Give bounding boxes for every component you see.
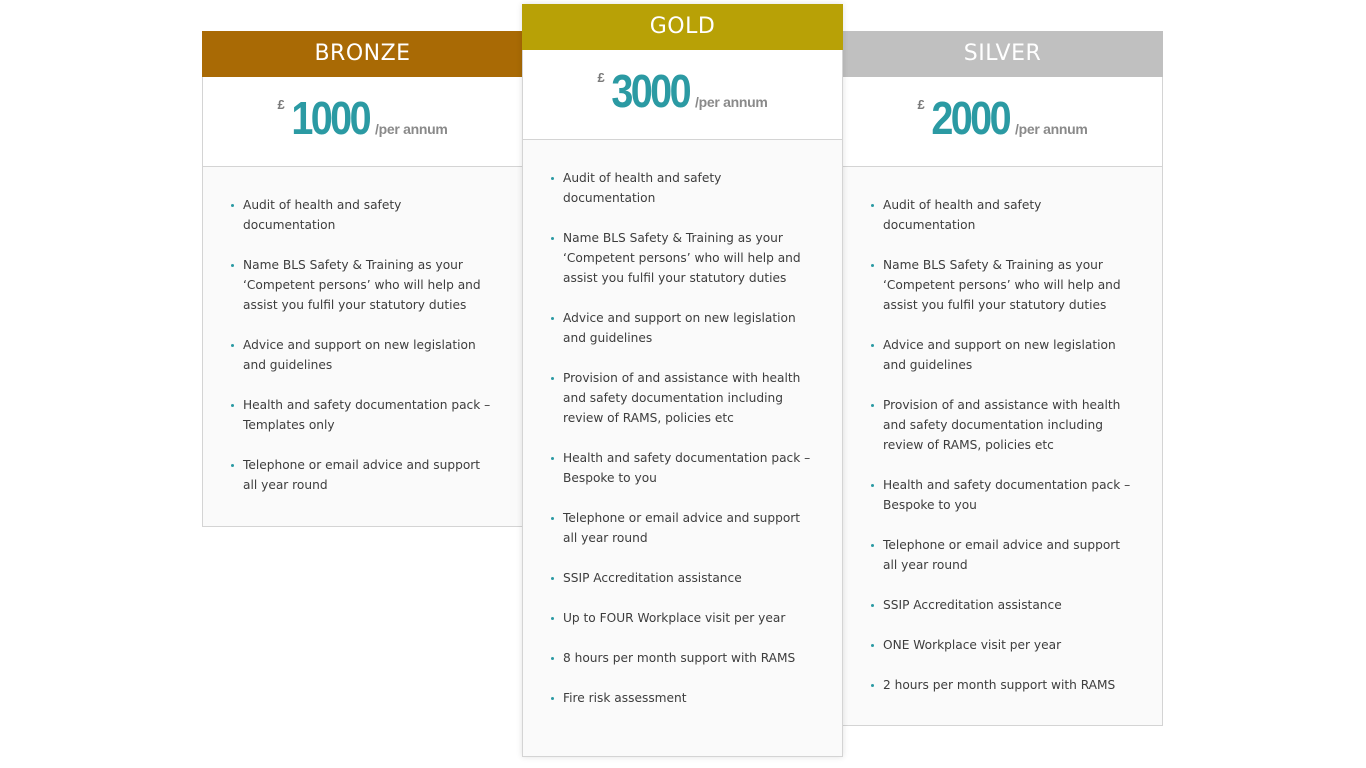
price-period: /per annum: [1015, 121, 1088, 137]
price-bronze: [203, 91, 522, 145]
price-period: /per annum: [375, 121, 448, 137]
price-box-bronze: [203, 77, 522, 167]
feature-list-bronze: [203, 167, 522, 495]
price-amount: 1000: [291, 92, 369, 144]
feature-item: Telephone or email advice and support all year round: [883, 535, 1135, 575]
price-box-gold: [523, 50, 842, 140]
feature-item: Health and safety documentation pack – Bespoke to you: [883, 475, 1135, 515]
feature-item: Name BLS Safety & Training as your ‘Competent persons’ who will help and assist you fulfil your statutory duties: [883, 255, 1135, 315]
feature-list-silver: [843, 167, 1162, 695]
feature-item: SSIP Accreditation assistance: [563, 568, 815, 588]
plan-title-gold: GOLD: [522, 4, 843, 50]
price-period: /per annum: [695, 94, 768, 110]
feature-item: Health and safety documentation pack – Bespoke to you: [563, 448, 815, 488]
currency-symbol: £: [917, 97, 925, 112]
feature-item: Advice and support on new legislation and guidelines: [243, 335, 495, 375]
feature-item: Advice and support on new legislation and guidelines: [563, 308, 815, 348]
feature-item: 8 hours per month support with RAMS: [563, 648, 815, 668]
feature-item: SSIP Accreditation assistance: [883, 595, 1135, 615]
feature-item: Name BLS Safety & Training as your ‘Competent persons’ who will help and assist you fulfil your statutory duties: [563, 228, 815, 288]
feature-item: Audit of health and safety documentation: [563, 168, 815, 208]
feature-item: Fire risk assessment: [563, 688, 815, 708]
feature-item: Health and safety documentation pack – Templates only: [243, 395, 495, 435]
feature-item: Telephone or email advice and support all year round: [563, 508, 815, 548]
price-gold: [523, 64, 842, 118]
feature-item: Advice and support on new legislation and guidelines: [883, 335, 1135, 375]
plan-card-silver: [842, 31, 1163, 726]
plan-card-bronze: [202, 31, 523, 527]
feature-item: Provision of and assistance with health and safety documentation including review of RAMS, policies etc: [883, 395, 1135, 455]
feature-item: Provision of and assistance with health and safety documentation including review of RAMS, policies etc: [563, 368, 815, 428]
plan-title-bronze: BRONZE: [202, 31, 523, 77]
feature-item: Telephone or email advice and support all year round: [243, 455, 495, 495]
plan-title-silver: SILVER: [842, 31, 1163, 77]
price-silver: [843, 91, 1162, 145]
feature-item: 2 hours per month support with RAMS: [883, 675, 1135, 695]
currency-symbol: £: [597, 70, 605, 85]
feature-item: Up to FOUR Workplace visit per year: [563, 608, 815, 628]
plan-card-gold: [522, 4, 843, 757]
feature-item: Audit of health and safety documentation: [243, 195, 495, 235]
feature-item: Name BLS Safety & Training as your ‘Competent persons’ who will help and assist you fulfil your statutory duties: [243, 255, 495, 315]
feature-item: Audit of health and safety documentation: [883, 195, 1135, 235]
feature-item: ONE Workplace visit per year: [883, 635, 1135, 655]
price-amount: 2000: [931, 92, 1009, 144]
price-amount: 3000: [611, 65, 689, 117]
feature-list-gold: [523, 140, 842, 708]
price-box-silver: [843, 77, 1162, 167]
currency-symbol: £: [277, 97, 285, 112]
